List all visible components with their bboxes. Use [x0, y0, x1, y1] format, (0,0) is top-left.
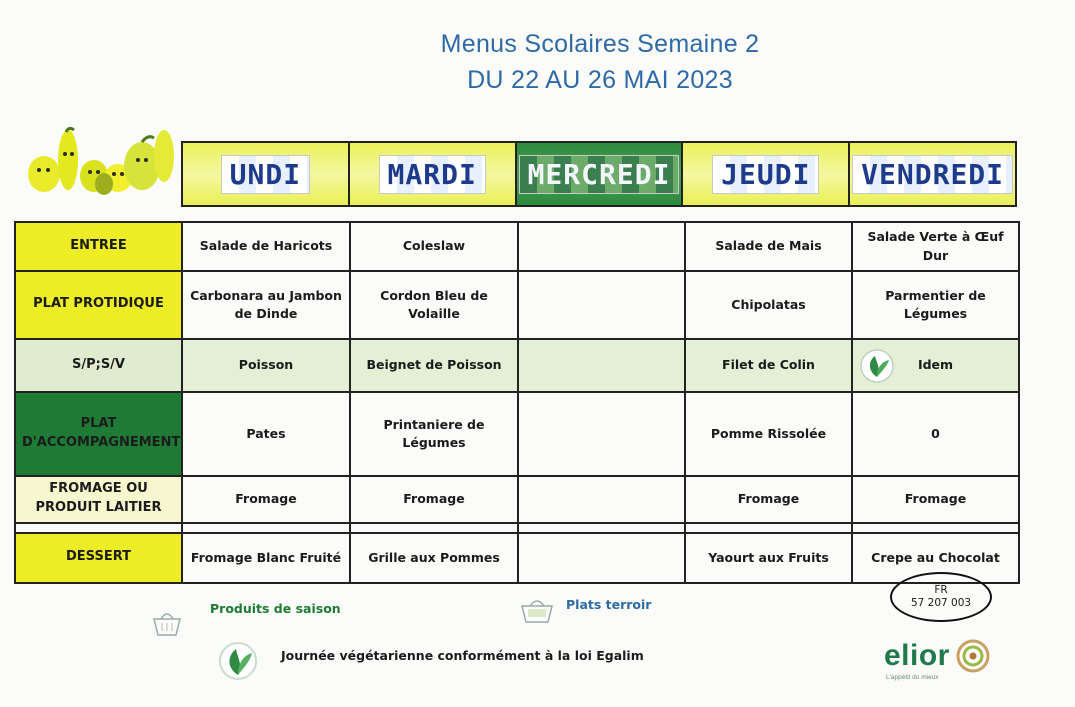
day-label: UNDI [221, 155, 310, 194]
menu-cell: Fromage [182, 476, 350, 523]
menu-cell: Pates [182, 392, 350, 476]
row-label: PLAT PROTIDIQUE [15, 271, 182, 338]
menu-cell: Coleslaw [350, 222, 518, 271]
day-wednesday [517, 143, 684, 205]
table-row [15, 533, 1019, 583]
menu-cell: Yaourt aux Fruits [685, 533, 852, 583]
table-row [15, 476, 1019, 523]
table-row [15, 339, 1019, 392]
table-row [15, 392, 1019, 476]
row-label: FROMAGE OU PRODUIT LAITIER [15, 476, 182, 523]
menu-cell [518, 271, 685, 338]
vegetarian-leaf-icon [218, 637, 258, 687]
day-header [181, 141, 1017, 207]
table-row [15, 271, 1019, 338]
menu-cell: Salade de Mais [685, 222, 852, 271]
menu-cell: Fromage Blanc Fruité [182, 533, 350, 583]
separator-cell [182, 523, 350, 533]
menu-cell [518, 222, 685, 271]
date-range: DU 22 AU 26 MAI 2023 [467, 66, 733, 94]
menu-cell: Fromage [852, 476, 1019, 523]
menu-cell [518, 392, 685, 476]
menu-cell: Fromage [350, 476, 518, 523]
menu-cell: Filet de Colin [685, 339, 852, 392]
legend-seasonal: Produits de saison [210, 601, 341, 616]
day-label: MARDI [379, 155, 486, 194]
stamp-line: 57 207 003 [910, 597, 972, 609]
separator-cell [518, 523, 685, 533]
vegetarian-leaf-icon [859, 348, 895, 384]
menu-cell: Carbonara au Jambon de Dinde [182, 271, 350, 338]
separator-cell [685, 523, 852, 533]
row-label: PLAT D'ACCOMPAGNEMENT [15, 392, 182, 476]
separator-cell [15, 523, 182, 533]
day-thursday [683, 143, 850, 205]
menu-cell: Parmentier de Légumes [852, 271, 1019, 338]
brand-logo [884, 638, 991, 681]
separator-cell [350, 523, 518, 533]
menu-cell: Chipolatas [685, 271, 852, 338]
menu-cell: Pomme Rissolée [685, 392, 852, 476]
day-monday [183, 143, 350, 205]
menu-cell: Salade de Haricots [182, 222, 350, 271]
menu-cell [518, 339, 685, 392]
basket-icon [150, 609, 184, 637]
menu-cell: Grille aux Pommes [350, 533, 518, 583]
menu-cell: Fromage [685, 476, 852, 523]
basket-icon [518, 596, 558, 624]
legend-vegetarian: Journée végétarienne conformément à la loi Egalim [281, 648, 644, 663]
menu-cell: Poisson [182, 339, 350, 392]
table-row [15, 222, 1019, 271]
menu-cell: Salade Verte à Œuf Dur [852, 222, 1019, 271]
brand-tagline: L'appétit du mieux [886, 674, 939, 681]
day-friday [850, 143, 1015, 205]
menu-cell: Crepe au Chocolat [852, 533, 1019, 583]
day-label: MERCREDI [519, 155, 680, 194]
menu-cell: Cordon Bleu de Volaille [350, 271, 518, 338]
swirl-logo-icon [955, 638, 991, 674]
menu-cell-text: Idem [917, 357, 954, 373]
menu-cell: Printaniere de Légumes [350, 392, 518, 476]
menu-cell [518, 533, 685, 583]
row-label: ENTREE [15, 222, 182, 271]
fruits-illustration [14, 126, 178, 198]
menu-cell: 0 [852, 392, 1019, 476]
row-separator [15, 523, 1019, 533]
day-label: JEUDI [712, 155, 819, 194]
page-title: Menus Scolaires Semaine 2 [440, 30, 760, 58]
row-label: DESSERT [15, 533, 182, 583]
row-label: S/P;S/V [15, 339, 182, 392]
day-tuesday [350, 143, 517, 205]
menu-cell: Beignet de Poisson [350, 339, 518, 392]
day-label: VENDREDI [852, 155, 1013, 194]
legend-terroir: Plats terroir [566, 597, 652, 612]
menu-table [14, 221, 1020, 584]
separator-cell [852, 523, 1019, 533]
brand-name: elior [884, 639, 950, 672]
stamp-line: FR [934, 584, 948, 596]
menu-cell [518, 476, 685, 523]
menu-cell-vegetarian [852, 339, 1019, 392]
establishment-stamp [890, 572, 992, 622]
